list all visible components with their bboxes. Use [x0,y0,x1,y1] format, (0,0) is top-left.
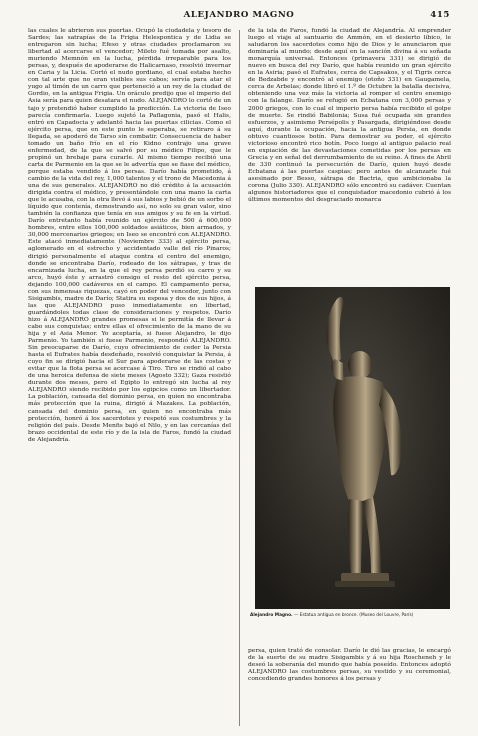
page-number: 415 [430,10,450,20]
body-paragraph: persa, quien trató de consolar. Darío le dió las gracias, le encargó de la suerte de su madre Sisigambis y á su hija Roscheneh y le deseó la soberanía del mundo que había poseído. Entonces adoptó ALEJANDRO las costumbres persas, su vestido y su ceremonial, concediendo grandes honores á los persas y [248,647,451,683]
text-column-right-bottom [248,647,451,727]
running-title: ALEJANDRO MAGNO [183,10,295,20]
body-paragraph: de la isla de Faros, fundó la ciudad de Alejandría. Al emprender luego el viaje al santuario de Ammón, en el desierto líbico, le saludaron los sacerdotes como hijo de Dios y le anunciaron que dominaría al mundo; desde aquí en la sanción divina á su soñada monarquía universal. Entonces (primavera 331) se dirigió de nuevo en busca del rey Darío, que había reunido un gran ejército en la Asiria; pasó el Eufrates, cerca de Capsakos, y el Tigris cerca de Bedzabde y encontró al enemigo (otoño 331) en Gaugamela, cerca de Arbelas; donde libró el 1.º de Octubre la batalla decisiva, obteniendo una vez más la victoria al romper el centro enemigo con la falange. Darío se refugió en Ecbatana con 3,000 persas y 2000 griegos, con lo cual el imperio persa había recibido el golpe de muerte. Se rindió Babilonia; Susa fué ocupada sin grandes esfuerzos, y asimismo Persépolis y Pasargada, dirigiéndose desde aquí, durante la ocupación, hacia la antigua Persia, en donde obtuvo cuantiosos botín. Para demostrar su poder, el ejército victorioso encontró rico botín. Poco luego al antiguo palacio real en expiación de las devastaciones cometidas por los persas en Grecia y en señal del derrumbamiento de su reino. Á fines de Abril de 330 continuó la persecución de Darío, quien huyó desde Ecbatana á las puertas caspias; pero antes de alcanzarle fué asesinado por Besso, sátrapa de Bactria, que ambicionaba la corona (Julio 330). ALEJANDRO sólo encontró su cadáver. Cuentan algunos historiadores que el conquistador macedonio cubrió á los últimos momentos del desgraciado monarca [248,27,451,204]
column-divider [239,30,240,726]
caption-name: Alejandro Magno. [250,613,293,618]
text-column-left [28,27,231,727]
statue-photo [255,287,450,609]
figure-caption [250,613,455,619]
body-paragraph: las cuales le abrieron sus puertas. Ocupó la ciudadela y tesoro de Sardes; las satrapías de la Frigia Helespontica y de Lidia se entregaron sin lucha; Efeso y otras ciudades proclamaron su libertad al acercarse el vencedor; Mileto fué tomada por asalto, muriendo Memnón en la lucha, pérdida irreparable para los persas, y, después de apoderarse de Halicarnaso, resolvió invernar en Caria y la Licia. Cortó el nudo gordiano, el cual estaba hecho con tal arte que no eran visibles sus cabos; servía para atar el yugo al timón de un carro que perteneció a un rey de la ciudad de Gordio, en la antigua Frigia. Un oráculo predijo que el imperio del Asia sería para quien desatara el nudo. ALEJANDRO lo cortó de un tajo y pretendió haber cumplido la predicción. La victoria de Iseo parecía confirmarla. Luego sujetó la Paflagonia, pasó el Halis, entró en Capadocia y adelantó hacia las puertas cilicias. Como el ejército persa, que en este punto le esperaba, se retiraro á su llegada, se apoderó de Tarso sin combatir. Consecuencia de haber tomado un baño frío en el río Kidno contrajo una grave enfermedad, de la que se salvó por su médico Filipo, que le propinó un brebaje para curarle. Al mismo tiempo recibió una carta de Parmenio en la que se le advertía que se fiase del médico, porque estaba vendido á los persas. Darío había prometido, á cambio de la vida del rey, 1,000 talentos y el trono de Macedonia á una de sus generales. ALEJANDRO no dió crédito á la acusación dirigida contra el médico, y presentándole con una mano la carta que le acusaba, con la otra llevó á sus labios y bebió de un sorbo el líquido que contenía, demostrando así, no solo su gran valor, sino también la confianza que tenía en sus amigos y su fe en la virtud. Darío entretanto había reunido un ejército de 500 á 600,000 hombres, entre ellos 100,000 soldados asiáticos, bien armados, y 30,000 mercenarios griegos; en Iseo se encontró con ALEJANDRO. Este atacó inmediatamente (Noviembre 333) al ejército persa, aglomerado en el estrecho y accidentado valle del río Pinaros; dirigió personalmente el ataque contra el centro del enemigo, donde se encontraba Darío, rodeado de los sátrapas, y tras de encarnizada lucha, en la que el rey persa perdió su carro y su arco, huyó éste y arrastró consigo el resto del ejército persa, dejando 100,000 cadáveres en el campo. El campamento persa, con sus inmensas riquezas, cayó en poder del vencedor, junto con Sisigambis, madre de Darío; Statira su esposa y dos de sus hijos, á las que ALEJANDRO puso inmediatamente en libertad, guardándoles todas clase de consideraciones y respetos. Darío hizo á ALEJANDRO grandes promesas si le permitía de llevar á cabo sus conquistas; entre ellas el ofrecimiento de la mano de su hija y el Asia Menor. Yo aceptaría, si fuese Alejandro, le dijo Parmenio. Yo también si fuese Parmenio, respondió ALEJANDRO. Sin preocuparse de Darío, cuyo ofrecimiento de ceder la Persia hasta el Eufrates había desdeñado, resolvió conquistar la Persia, á cuyo fin se dirigió hacia el Sur para apoderarse de las costas y evitar que la flota persa se acercase á Tiro. Tiro se rindió al cabo de una heroica defensa de siete meses (Agosto 332); Gaza resistió durante dos meses, pero el Egipto lo entregó sin lucha al rey ALEJANDRO siendo recibido por los egipcios como un libertador. La población, cansada del dominio persa, en quien no encontraba más protección que la ruina, dirigió á Mazakes. La población, cansada del dominio persa, en quien no encontraba más protección, honró á los sacerdotes y respetó sus costumbres y la religión del país. Desde Menfis bajó el Nilo, y en las cercanías del brazo occidental de este río y de la isla de Faros, fundó la ciudad de Alejandría. [28,27,231,443]
caption-description: — Estatua antigua en bronce. (Museo del Louvre, París) [294,613,414,618]
text-column-right-top [248,27,451,279]
page-header [28,10,450,26]
